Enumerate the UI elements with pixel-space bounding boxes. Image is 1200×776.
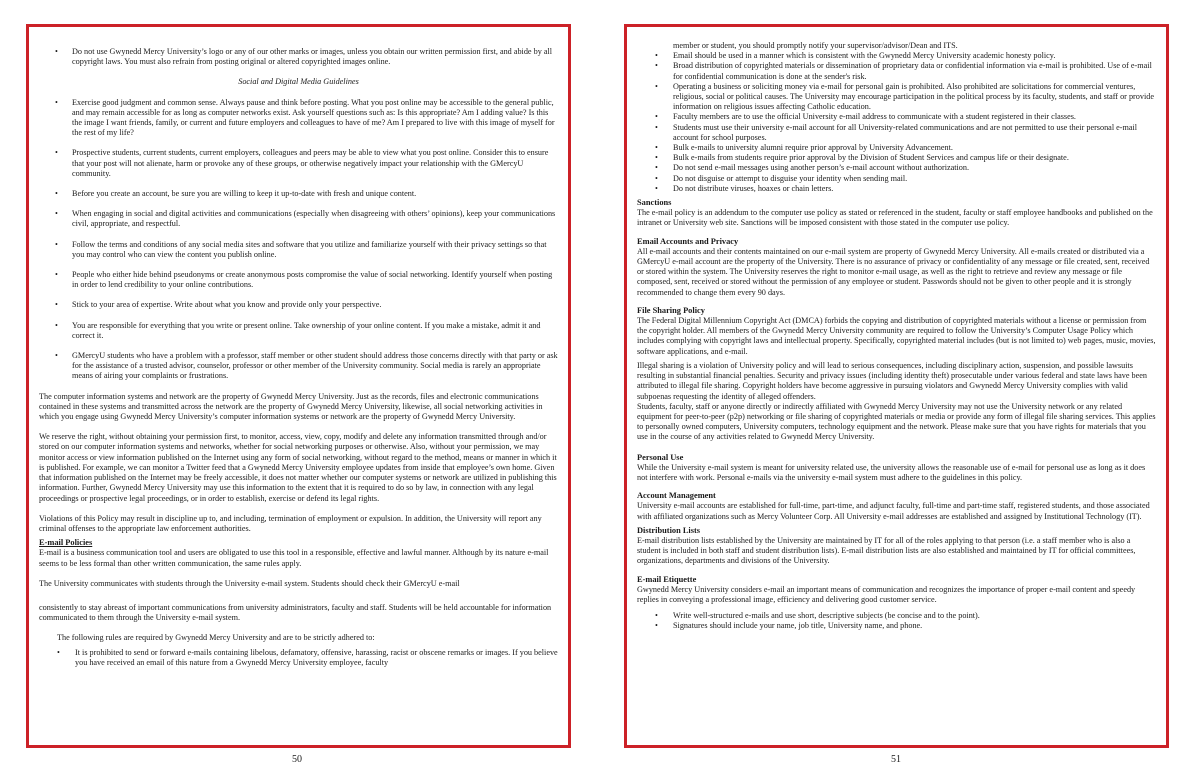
list-item: • Email should be used in a manner which is consistent with the Gwynedd Mercy University academic honesty policy. [637, 51, 1156, 61]
list-item: • Stick to your area of expertise. Write about what you know and provide only your perspective. [39, 300, 558, 310]
list-item: • Students must use their university e-mail account for all University-related communications and are not permitted to use their personal e-mail account for school purposes. [637, 123, 1156, 143]
distribution-lists-text: E-mail distribution lists established by the University are maintained by IT for all of the roles applying to that person (i.e. a staff member who is also a student is included in both staff and student distribution lists). E-mail distribution lists are also established and maintained by IT for official committees, organizations, departments and divisions of the University. [637, 535, 1136, 566]
distribution-lists-heading: Distribution Lists [637, 525, 701, 535]
etiquette-list [637, 611, 1156, 631]
distribution-lists-section [637, 526, 1156, 567]
page-number-right: 51 [891, 754, 901, 765]
etiquette-section [637, 575, 1156, 632]
list-item: • Broad distribution of copyrighted materials or dissemination of proprietary data or confidential information via e-mail is prohibited. Use of e-mail for confidential communication is done at the sender's risk. [637, 61, 1156, 81]
property-paragraph: The computer information systems and network are the property of Gwynedd Mercy University. Just as the records, files and electronic communications contained in these systems and transmitted across the network are the property of Gwynedd Mercy University, likewise, all social networking activities in which you engage using Gwynedd Mercy University’s computer information systems or network are the property of Gwynedd Mercy University. [39, 391, 543, 422]
sanctions-section [637, 198, 1156, 229]
email-communication-paragraph: The University communicates with students through the University e-mail system. Students should check their GMercyU e-mail [39, 578, 460, 588]
account-management-heading: Account Management [637, 491, 716, 501]
list-item: • You are responsible for everything that you write or present online. Take ownership of your online content. If you make a mistake, admit it and correct it. [39, 321, 558, 341]
list-item: • Before you create an account, be sure you are willing to keep it up-to-date with fresh and unique content. [39, 189, 558, 199]
list-item: • Operating a business or soliciting money via e-mail for personal gain is prohibited. Also prohibited are solicitations for commercial ventures, religious, social or political causes. The University may encourage participation in the political process by its faculty, students, and staff or provide information on religious issues affecting Catholic education. [637, 82, 1156, 113]
social-guidelines-title: Social and Digital Media Guidelines [238, 77, 359, 87]
rules-list-continued [637, 51, 1156, 194]
account-management-section [637, 491, 1156, 522]
list-item: • Bulk e-mails from students require prior approval by the Division of Student Services and campus life or their designate. [637, 153, 1156, 163]
social-guidelines-list [39, 98, 558, 382]
sanctions-text: The e-mail policy is an addendum to the computer use policy as stated or referenced in the student, faculty or staff employee handbooks and published on the intranet or University web site. Sanctions will be imposed consistent with those stated in the computer use policy. [637, 208, 1153, 228]
illegal-sharing-text: Illegal sharing is a violation of University policy and will lead to serious consequences, including disciplinary action, suspension, and possible lawsuits resulting in substantial financial penalties. Security and privacy issues (including identity theft) prosecutable under various federal and state laws have been attributed to illegal file sharing. Copyright holders have become aggressive in pursuing violators and Gwynedd Mercy University complies with valid subpoenas requesting the identity of alleged offenders. [637, 360, 1147, 401]
email-intro-paragraph: E-mail is a business communication tool and users are obligated to use this tool in a responsible, effective and lawful manner. Although by its nature e-mail seems to be less formal than other written communication, the same rules apply. [39, 548, 549, 568]
reserve-paragraph: We reserve the right, without obtaining your permission first, to monitor, access, view, copy, modify and delete any information transmitted through and/or stored on our computer information systems and networks, whether for social networking purposes or otherwise. Also, without your permission, we may monitor access or view information published on the Internet using any form of social networking, without regard to the method, means or manner in which it is published. For example, we can monitor a Twitter feed that a Gwynedd Mercy University employee updates from inside that employee’s own home. Given that information published on the Internet may be freely accessible, it does not matter whether our computer systems or network are utilized in publishing this information. Further, Gwynedd Mercy University may use this information to the extent that it is required to do so by law, in connection with any legal proceedings or prospective legal proceedings, or in order to establish, exercise or defend its legal rights. [39, 432, 557, 503]
list-item: • Do not disguise or attempt to disguise your identity when sending mail. [637, 174, 1156, 184]
list-item: • Do not distribute viruses, hoaxes or chain letters. [637, 184, 1156, 194]
file-sharing-text: The Federal Digital Millennium Copyright Act (DMCA) forbids the copying and distribution of copyrighted materials without a license or permission from the copyright holder. All members of the Gwynedd Mercy University community are required to follow the University’s Computer Usage Policy which includes complying with copyright laws and intellectual property. Specifically, copyrighted material includes (but is not limited to) web pages, music, movies, software applications, and e-mail. [637, 316, 1156, 356]
violations-paragraph: Violations of this Policy may result in discipline up to, and including, termination of employment or expulsion. In addition, the University will report any criminal offenses to the appropriate law enforcement authorities. [39, 513, 542, 533]
account-management-text: University e-mail accounts are established for full-time, part-time, and adjunct faculty, full-time and part-time staff, registered students, and those associated with affiliated organizations such as Mercy Volunteer Corp. All University e-mail addresses are established and assigned by Institutional Technology (IT). [637, 501, 1150, 521]
accounts-privacy-section [637, 237, 1156, 298]
list-item: • When engaging in social and digital activities and communications (especially when disagreeing with others’ opinions), keep your communications civil, appropriate, and respectful. [39, 209, 558, 229]
file-sharing-section [637, 306, 1156, 443]
list-item: • Do not use Gwynedd Mercy University’s logo or any of our other marks or images, unless you obtain our written permission first, and abide by all copyright laws. You must also refrain from posting original or altered copyrighted images online. [39, 47, 558, 67]
list-item: • It is prohibited to send or forward e-mails containing libelous, defamatory, offensive, harassing, racist or obscene remarks or images. If you believe you have received an email of this nature from a Gwynedd Mercy University employee, faculty [39, 648, 558, 668]
list-item: • Faculty members are to use the official University e-mail address to communicate with a student registered in their classes. [637, 112, 1156, 122]
list-item: • People who either hide behind pseudonyms or create anonymous posts compromise the value of social networking. Identify yourself when posting in order to lend credibility to your online contributions. [39, 270, 558, 290]
list-item: • Prospective students, current students, current employers, colleagues and peers may be able to view what you post online. Consider this to ensure that your post will not alienate, harm or provoke any of these groups, or otherwise negatively impact your relationship with the GMercyU community. [39, 148, 558, 179]
personal-use-text: While the University e-mail system is meant for university related use, the university allows the reasonable use of e-mail for personal use as long as it does not interfere with work. Personal e-mails via the university e-mail system must adhere to the guidelines in this policy. [637, 462, 1146, 482]
file-sharing-heading: File Sharing Policy [637, 305, 705, 315]
accounts-privacy-text: All e-mail accounts and their contents maintained on our e-mail system are property of Gwynedd Mercy University. All e-mails created or distributed via a GMercyU e-mail account are the property of the University. There is no assurance of privacy or confidentiality of any message or file created, sent, received or stored within the system. The University reserves the right to monitor e-mail usage, as well as the right to retrieve and review any message or file composed, sent, received or stored without the permission of any employee or student. Passwords should not be given to other people and it is strongly recommended to change them every 90 days. [637, 246, 1150, 297]
students-sharing-text: Students, faculty, staff or anyone directly or indirectly affiliated with Gwynedd Mercy University may not use the University network or any related equipment for peer-to-peer (p2p) networking or file sharing of copyrighted materials or media or provide any form of illegal file sharing services. This applies to personally owned computers, University computers, technology equipment and the network. Please make sure that you have rights for materials that you use in the course of any activities related to Gwynedd Mercy University. [637, 401, 1156, 442]
rules-continuation: member or student, you should promptly notify your supervisor/advisor/Dean and ITS. [673, 41, 958, 50]
list-item: • Do not send e-mail messages using another person’s e-mail account without authorization. [637, 163, 1156, 173]
personal-use-heading: Personal Use [637, 452, 684, 462]
sanctions-heading: Sanctions [637, 198, 672, 208]
list-item: • Write well-structured e-mails and use short, descriptive subjects (be concise and to the point). [637, 611, 1156, 621]
list-item: • Signatures should include your name, job title, University name, and phone. [637, 621, 1156, 631]
personal-use-section [637, 453, 1156, 484]
page-number-left: 50 [292, 754, 302, 765]
email-communication-continued: consistently to stay abreast of important communications from university administrators, faculty and staff. Students will be held accountable for information communicated to them through the University e-mail system. [39, 602, 552, 623]
etiquette-heading: E-mail Etiquette [637, 574, 697, 584]
rules-intro-paragraph: The following rules are required by Gwynedd Mercy University and are to be strictly adhered to: [57, 633, 375, 643]
etiquette-text: Gwynedd Mercy University considers e-mail an important means of communication and recognizes the importance of proper e-mail content and speedy replies in conveying a professional image, efficiency and delivering good customer service. [637, 584, 1136, 604]
left-page [26, 24, 571, 748]
rules-list [39, 648, 558, 668]
right-page [624, 24, 1169, 748]
logo-bullet-list [39, 47, 558, 67]
list-item: • GMercyU students who have a problem with a professor, staff member or other student should address those concerns directly with that party or ask for the assistance of a trusted advisor, counselor, professor or other member of the University community. Social media is rarely an appropriate means of airing your complaints or frustrations. [39, 351, 558, 382]
list-item: • Exercise good judgment and common sense. Always pause and think before posting. What you post online may be accessible to the general public, and may remain accessible for as long as computer networks exist. Ask yourself questions such as: Is this appropriate? Am I adding value? Is this the image I want friends, family, or current and future employers and colleagues to have of me? Am I prepared to live with this image of myself for the rest of my life? [39, 98, 558, 139]
email-policies-heading: E-mail Policies [39, 538, 93, 548]
list-item: • Follow the terms and conditions of any social media sites and software that you utilize and familiarize yourself with their privacy settings so that you may control who can view the content you publish online. [39, 240, 558, 260]
list-item: • Bulk e-mails to university alumni require prior approval by University Advancement. [637, 143, 1156, 153]
accounts-privacy-heading: Email Accounts and Privacy [637, 236, 739, 246]
